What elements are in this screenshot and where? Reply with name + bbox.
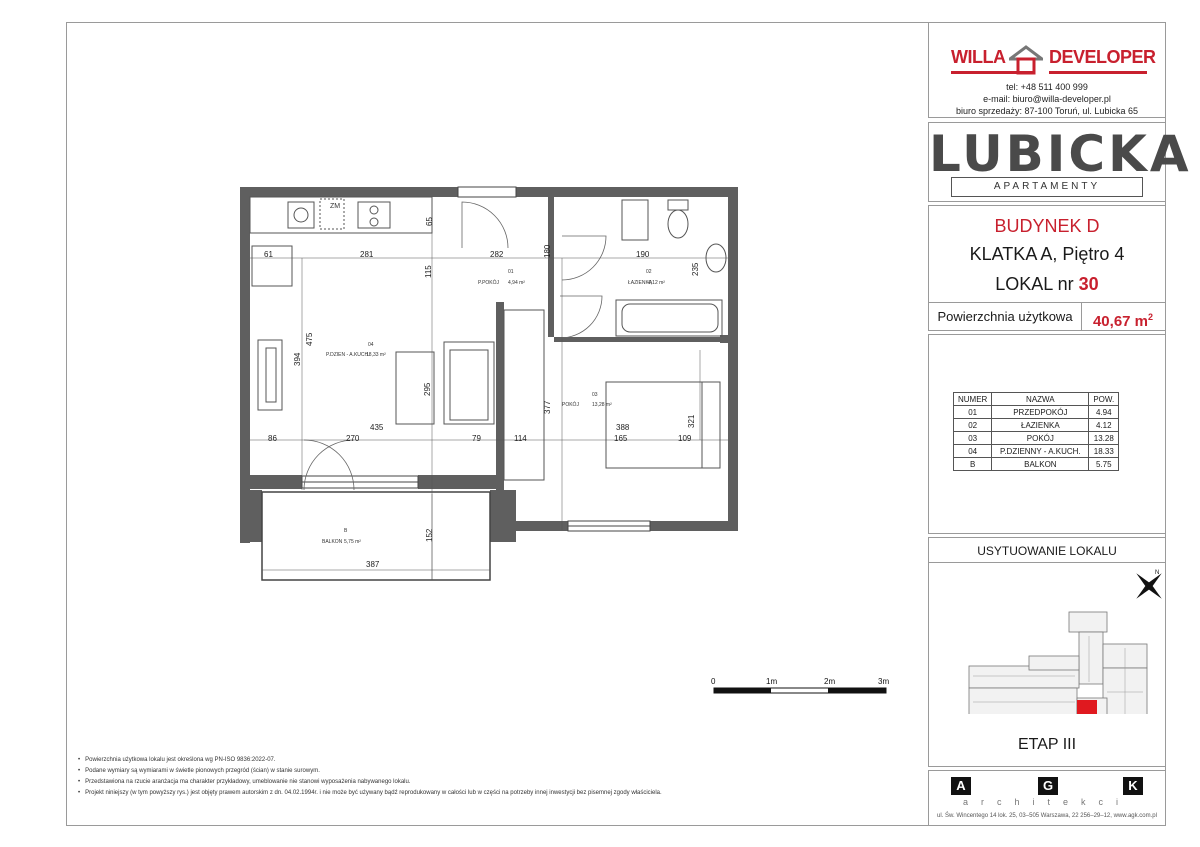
- dim-label: 282: [490, 250, 504, 259]
- room-number: B: [344, 528, 348, 534]
- room-number: 04: [368, 342, 374, 348]
- table-cell: 5.75: [1089, 458, 1119, 471]
- table-cell: 18.33: [1089, 445, 1119, 458]
- dim-label: 387: [366, 560, 380, 569]
- room-number: 03: [592, 392, 598, 398]
- brand-underline: [951, 71, 1035, 74]
- table-cell: 4.94: [1089, 406, 1119, 419]
- table-cell: PRZEDPOKÓJ: [992, 406, 1089, 419]
- dim-label: 235: [691, 262, 700, 276]
- dim-label: 270: [346, 434, 360, 443]
- table-cell: 13.28: [1089, 432, 1119, 445]
- note-item: • Podane wymiary są wymiarami w świetle pionowych przegród (ścian) w stanie surowym.: [78, 766, 662, 777]
- room-name: POKÓJ: [562, 402, 579, 408]
- dim-label: 190: [636, 250, 650, 259]
- dim-label: 394: [293, 352, 302, 366]
- dim-label: 388: [616, 423, 630, 432]
- stage-label: ETAP III: [1017, 736, 1077, 753]
- table-row: [954, 432, 1119, 445]
- table-header: NAZWA: [992, 393, 1089, 406]
- room-area: 4,12 m²: [648, 280, 665, 286]
- location-title: USYTUOWANIE LOKALU: [977, 544, 1117, 558]
- unit-number-line: [929, 274, 1165, 295]
- table-header: NUMER: [954, 393, 992, 406]
- architects-logo: [951, 777, 1143, 795]
- brand-contact: [929, 81, 1165, 117]
- unit-location-marker: [1077, 700, 1097, 714]
- scale-label: 2m: [824, 677, 836, 686]
- project-subtitle: APARTAMENTY: [951, 177, 1143, 197]
- room-area: 13,28 m²: [592, 402, 612, 408]
- brand-name-right: DEVELOPER: [1049, 47, 1156, 67]
- area-row: [929, 302, 1165, 331]
- table-header: POW.: [1089, 393, 1119, 406]
- note-item: • Powierzchnia użytkowa lokalu jest określona wg PN-ISO 9836:2022-07.: [78, 755, 662, 766]
- walls: [240, 187, 738, 543]
- dim-label: 115: [424, 265, 433, 278]
- brand-name-left: WILLA: [951, 47, 1006, 67]
- table-cell: 02: [954, 419, 992, 432]
- dim-label: 86: [268, 434, 277, 443]
- room-number: 01: [508, 269, 514, 275]
- brand-office: biuro sprzedaży: 87-100 Toruń, ul. Lubicka 65: [956, 106, 1138, 116]
- table-cell: B: [954, 458, 992, 471]
- dimension-labels: [264, 217, 700, 569]
- architects-letter: K: [1123, 777, 1143, 795]
- brand-logo: [929, 41, 1165, 75]
- area-number: 40,67 m: [1092, 313, 1149, 330]
- table-cell: 04: [954, 445, 992, 458]
- scale-label: 3m: [878, 677, 890, 686]
- site-plan-map: [929, 564, 1167, 714]
- location-panel: [928, 537, 1166, 767]
- table-row: [954, 458, 1119, 471]
- fridge-label: ZM: [330, 203, 341, 210]
- scale-bar: [714, 688, 886, 693]
- room-name: BALKON: [322, 539, 343, 545]
- table-row: [954, 419, 1119, 432]
- architects-letter: G: [1038, 777, 1058, 795]
- dim-label: 180: [543, 244, 552, 258]
- area-unit-sup: 2: [1148, 312, 1154, 322]
- notes-list: [78, 755, 662, 799]
- dim-label: 79: [472, 434, 481, 443]
- scale-label: 1m: [766, 677, 778, 686]
- compass-icon: [1134, 570, 1164, 601]
- room-name: ŁAZIENKA: [628, 280, 653, 286]
- note-item: • Projekt niniejszy (w tym powyższy rys.) jest objęty prawem autorskim z dn. 04.02.1994r. i nie może być używany bądź reprodukowany w całości lub w części na potrzeby innej inwestycji bez pisemnej zgody właściciela.: [78, 788, 662, 799]
- dim-label: 61: [264, 250, 273, 259]
- dim-label: 295: [423, 382, 432, 396]
- area-value: [1081, 303, 1165, 331]
- architects-word: architekci: [962, 797, 1131, 807]
- site-buildings: [969, 612, 1147, 714]
- location-divider: [929, 562, 1165, 563]
- table-cell: 4.12: [1089, 419, 1119, 432]
- rooms-panel: [928, 334, 1166, 534]
- architects-address: ul. Św. Wincentego 14 lok. 25, 03–505 Warszawa, 22 256–29–12, www.agk.com.pl: [937, 813, 1157, 819]
- unit-prefix: LOKAL nr: [995, 274, 1074, 294]
- brand-email: e-mail: biuro@willa-developer.pl: [983, 94, 1111, 104]
- unit-panel: [928, 205, 1166, 331]
- table-cell: ŁAZIENKA: [992, 419, 1089, 432]
- area-label: Powierzchnia użytkowa: [929, 303, 1082, 331]
- room-name: P.DZIEN - A.KUCH.: [326, 352, 370, 358]
- architects-panel: [928, 770, 1166, 826]
- dim-label: 152: [425, 528, 434, 542]
- project-name: LUBICKA: [929, 125, 1192, 183]
- building-label: BUDYNEK D: [994, 216, 1100, 236]
- table-cell: 03: [954, 432, 992, 445]
- dim-label: 114: [514, 434, 527, 443]
- scale-label: 0: [711, 677, 716, 686]
- kitchen: [250, 197, 432, 286]
- dim-label: 165: [614, 434, 628, 443]
- dim-label: 321: [687, 414, 696, 428]
- unit-number: 30: [1078, 274, 1099, 294]
- table-cell: 01: [954, 406, 992, 419]
- table-cell: P.DZIENNY - A.KUCH.: [992, 445, 1089, 458]
- dim-label: 281: [360, 250, 374, 259]
- stairwell-floor-label: KLATKA A, Piętro 4: [969, 244, 1125, 264]
- brand-underline: [1049, 71, 1147, 74]
- table-row: [954, 445, 1119, 458]
- dim-label: 109: [678, 434, 692, 443]
- table-row: [954, 406, 1119, 419]
- project-panel: [928, 122, 1192, 202]
- dim-label: 377: [543, 400, 552, 414]
- room-area: 4,94 m²: [508, 280, 525, 286]
- dim-label: 65: [425, 217, 434, 226]
- brand-panel: [928, 22, 1166, 118]
- rooms-table: [953, 392, 1119, 471]
- brand-phone: tel: +48 511 400 999: [1006, 82, 1088, 92]
- dim-label: 475: [305, 332, 314, 346]
- table-cell: POKÓJ: [992, 432, 1089, 445]
- doors: [304, 202, 606, 490]
- dim-label: 435: [370, 423, 384, 432]
- room-name: P.POKÓJ: [478, 280, 500, 286]
- room-area: 18,33 m²: [366, 352, 386, 358]
- room-number: 02: [646, 269, 652, 275]
- room-area: 5,75 m²: [344, 539, 361, 545]
- table-header-row: [954, 393, 1119, 406]
- architects-letter: A: [951, 777, 971, 795]
- scale-labels: [711, 677, 889, 686]
- note-item: • Przedstawiona na rzucie aranżacja ma charakter przykładowy, umeblowanie nie stanowi wyposażenia nabywanego lokalu.: [78, 777, 662, 788]
- compass-north: N: [1155, 570, 1160, 576]
- table-cell: BALKON: [992, 458, 1089, 471]
